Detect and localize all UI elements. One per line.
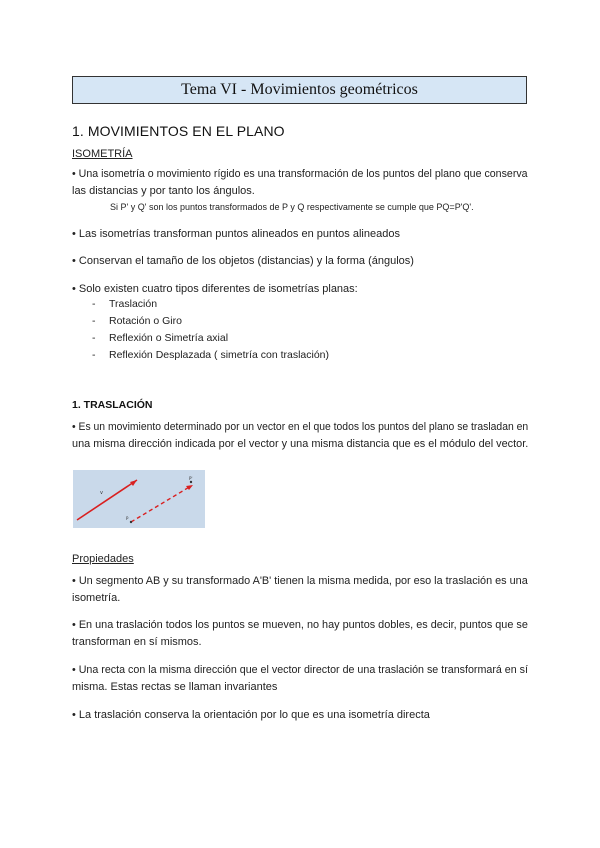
subheading-propiedades: Propiedades bbox=[72, 553, 134, 565]
page-title: Tema VI - Movimientos geométricos bbox=[181, 81, 418, 98]
figure-background bbox=[73, 470, 205, 528]
title-box bbox=[72, 76, 527, 104]
list-item-text: Reflexión o Simetría axial bbox=[109, 332, 229, 344]
label-p-prime: P' bbox=[189, 476, 193, 481]
label-p: P bbox=[126, 516, 129, 521]
traslacion-definition-line2: una misma dirección indicada por el vector y una misma distancia que es el módulo del vector. bbox=[72, 438, 529, 450]
list-item-text: Rotación o Giro bbox=[109, 315, 182, 327]
section-heading-traslacion: 1. TRASLACIÓN bbox=[72, 399, 153, 411]
property-1-line1: • Un segmento AB y su transformado A'B' tienen la misma medida, por eso la traslación es una bbox=[72, 575, 528, 587]
subheading-isometria: ISOMETRÍA bbox=[72, 148, 133, 160]
property-2-line1: • En una traslación todos los puntos se mueven, no hay puntos dobles, es decir, puntos que se bbox=[72, 619, 528, 631]
list-item-text: Traslación bbox=[109, 298, 158, 310]
isometria-definition-line2: las distancias y por tanto los ángulos. bbox=[72, 185, 255, 197]
traslacion-definition-line1: • Es un movimiento determinado por un vector en el que todos los puntos del plano se trasladan en bbox=[72, 421, 529, 433]
property-1-line2: isometría. bbox=[72, 592, 121, 604]
translation-figure bbox=[73, 470, 205, 528]
dash-marker: - bbox=[92, 298, 96, 310]
paragraph-tipos: • Solo existen cuatro tipos diferentes de isometrías planas: bbox=[72, 283, 358, 295]
section-heading-movimientos: 1. MOVIMIENTOS EN EL PLANO bbox=[72, 123, 285, 139]
point-p bbox=[130, 521, 132, 523]
list-item-text: Reflexión Desplazada ( simetría con traslación) bbox=[109, 349, 330, 361]
isometria-definition-line1: • Una isometría o movimiento rígido es una transformación de los puntos del plano que conserva bbox=[72, 168, 528, 180]
label-v: v bbox=[100, 490, 103, 496]
dash-marker: - bbox=[92, 315, 96, 327]
property-4-line1: • La traslación conserva la orientación por lo que es una isometría directa bbox=[72, 709, 430, 721]
isometria-note: Si P' y Q' son los puntos transformados de P y Q respectivamente se cumple que PQ=P'Q'. bbox=[110, 202, 474, 212]
paragraph-alineados: • Las isometrías transforman puntos alineados en puntos alineados bbox=[72, 228, 400, 240]
paragraph-conservan: • Conservan el tamaño de los objetos (distancias) y la forma (ángulos) bbox=[72, 255, 414, 267]
dash-marker: - bbox=[92, 332, 96, 344]
property-2-line2: transforman en sí mismos. bbox=[72, 636, 202, 648]
property-3-line2: misma. Estas rectas se llaman invariantes bbox=[72, 681, 278, 693]
dash-marker: - bbox=[92, 349, 96, 361]
property-3-line1: • Una recta con la misma dirección que el vector director de una traslación se transformará en sí bbox=[72, 664, 528, 676]
point-p-prime bbox=[190, 481, 192, 483]
